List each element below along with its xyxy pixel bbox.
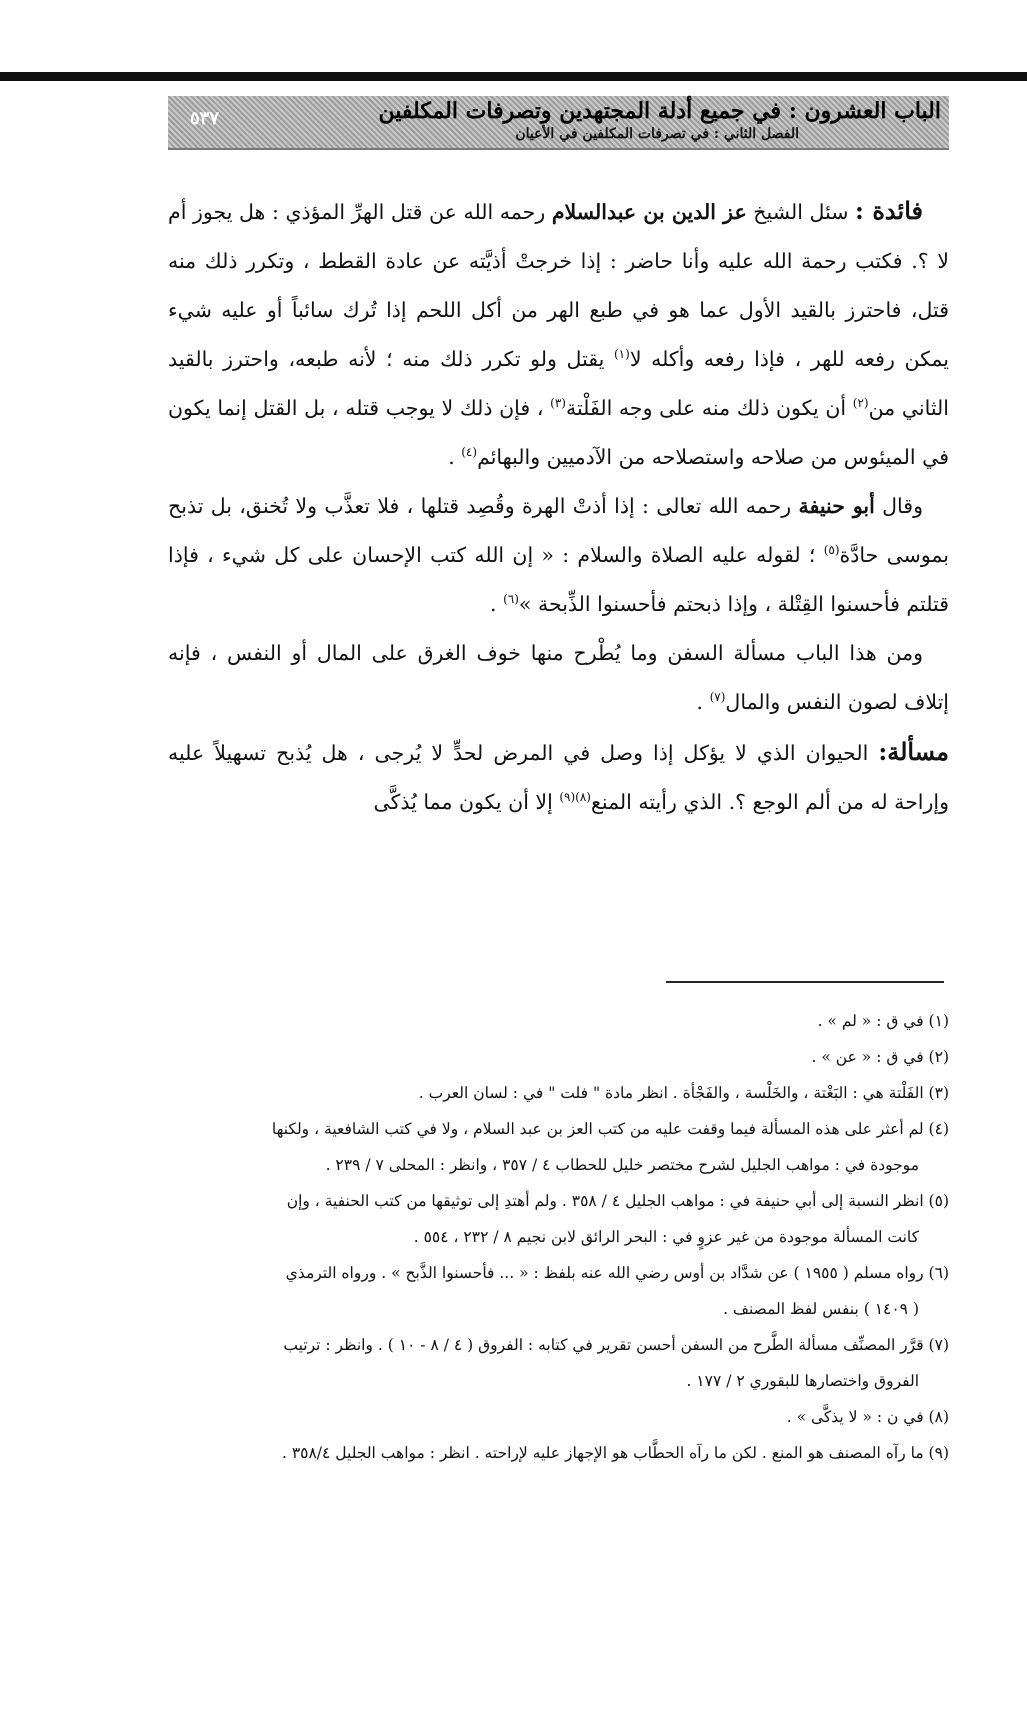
issue-heading: مسألة:: [878, 737, 949, 766]
paragraph-benefit: [168, 186, 949, 482]
footnote-ref: (٢): [852, 396, 869, 411]
footnote-ref: (٦): [503, 592, 519, 607]
benefit-heading: فائدة :: [855, 196, 923, 225]
text-run: أن يكون ذلك منه على وجه الفَلْتة: [565, 396, 853, 420]
footnotes: [168, 1003, 949, 1471]
footnote-ref: (٣): [550, 396, 566, 411]
text-run: سئل الشيخ: [746, 200, 856, 224]
page-number: ٥٣٧: [190, 108, 220, 129]
chapter-title: الباب العشرون : في جميع أدلة المجتهدين وتصرفات المكلفين: [378, 98, 941, 124]
text-run: ، فإن ذلك لا يوجب قتله ، بل القتل إنما يكون في الميئوس من صلاحه واستصلاحه من الآدميين والبهائم: [168, 396, 949, 469]
footnote: (٤) لم أعثر على هذه المسألة فيما وقفت عليه من كتب العز بن عبد السلام ، ولا في كتب الشافعية ، ولكنها: [271, 1120, 949, 1138]
paragraph-abu-hanifa: [168, 482, 949, 629]
footnote: (٣) الفَلْتة هي : البَغْتة ، والخَلْسة ، والفَجْأة . انظر مادة " فلت " في : لسان العرب .: [418, 1084, 949, 1102]
text-run: .: [696, 690, 710, 714]
scholar-name: عز الدين بن عبدالسلام: [551, 200, 747, 224]
text-run: يقتل ولو تكرر ذلك منه ؛ لأنه طبعه، واحترز بالقيد الثاني من: [168, 347, 949, 420]
text-run: رحمه الله عن قتل الهرِّ المؤذي : هل يجوز أم لا ؟. فكتب رحمة الله عليه وأنا حاضر : إذا خرجتْ أذيَّته عن عادة القطط ، وتكرر ذلك منه قتل، فاحترز بالقيد الأول عما هو في طبع الهر من أكل اللحم إذا تُرك سائباً أو عليه شيء يمكن رفعه للهر ، فإذا رفعه وأكله لا: [168, 200, 949, 371]
running-header: [168, 96, 949, 150]
main-text: [168, 186, 949, 827]
paragraph-ships: [168, 629, 949, 727]
footnote-continuation: الفروق واختصارها للبقوري ٢ / ١٧٧ .: [686, 1372, 919, 1390]
footnote: (١) في ق : « لم » .: [817, 1012, 949, 1030]
footnote-ref: (٥): [823, 543, 840, 558]
section-subtitle: الفصل الثاني : في تصرفات المكلفين في الأعيان: [515, 126, 799, 142]
footnote-continuation: كانت المسألة موجودة من غير عزوٍ في : البحر الرائق لابن نجيم ٨ / ٢٣٢ ، ٥٥٤ .: [413, 1228, 919, 1246]
footnote-separator: [666, 981, 944, 983]
text-run: إلا أن يكون مما يُذكَّى: [373, 790, 560, 814]
text-run: ؛ لقوله عليه الصلاة والسلام : « إن الله كتب الإحسان على كل شيء ، فإذا قتلتم فأحسنوا القِتْلة ، وإذا ذبحتم فأحسنوا الذِّبحة »: [168, 543, 949, 616]
text-run: .: [448, 445, 462, 469]
text-run: ومن هذا الباب مسألة السفن وما يُطْرح منها خوف الغرق على المال أو النفس ، فإنه إتلاف لصون النفس والمال: [168, 641, 949, 714]
text-run: الحيوان الذي لا يؤكل إذا وصل في المرض لحدٍّ لا يُرجى ، هل يُذبح تسهيلاً عليه وإراحة له من ألم الوجع ؟. الذي رأيته المنع: [168, 741, 949, 814]
footnote-ref: (١): [613, 347, 630, 362]
footnote-continuation: موجودة في : مواهب الجليل لشرح مختصر خليل للحطاب ٤ / ٣٥٧ ، وانظر : المحلى ٧ / ٢٣٩ .: [325, 1156, 919, 1174]
footnote: (٦) رواه مسلم ( ١٩٥٥ ) عن شدَّاد بن أوس رضي الله عنه بلفظ : « ... فأحسنوا الذَّبح » . ورواه الترمذي: [285, 1264, 949, 1282]
scholar-name: أبو حنيفة: [798, 494, 875, 518]
paragraph-issue: [168, 727, 949, 827]
text-run: وقال: [874, 494, 923, 518]
footnote-ref: (٨)(٩): [559, 790, 591, 805]
footnote: (٥) انظر النسبة إلى أبي حنيفة في : مواهب الجليل ٤ / ٣٥٨ . ولم أهتدِ إلى توثيقها من كتب الحنفية ، وإن: [286, 1192, 949, 1210]
footnote: (٢) في ق : « عن » .: [811, 1048, 949, 1066]
footnote-ref: (٧): [709, 690, 726, 705]
text-run: .: [490, 592, 504, 616]
footnote: (٨) في ن : « لا يذكَّى » .: [786, 1408, 949, 1426]
footnote: (٩) ما رآه المصنف هو المنع . لكن ما رآه الحطَّاب هو الإجهاز عليه لإراحته . انظر : مواهب الجليل ٣٥٨/٤ .: [281, 1444, 949, 1462]
top-rule: [0, 72, 1027, 81]
text-run: رحمه الله تعالى : إذا أذتْ الهرة وقُصِد قتلها ، فلا تعذَّب ولا تُخنق، بل تذبح بموسى حادَّة: [168, 494, 949, 567]
footnote: (٧) قرَّر المصنِّف مسألة الطَّرح من السفن أحسن تقرير في كتابه : الفروق ( ٤ / ٨ - ١٠ ) . وانظر : ترتيب: [283, 1336, 949, 1354]
footnote-ref: (٤): [461, 445, 478, 460]
footnote-continuation: ( ١٤٠٩ ) بنفس لفظ المصنف .: [723, 1300, 919, 1318]
